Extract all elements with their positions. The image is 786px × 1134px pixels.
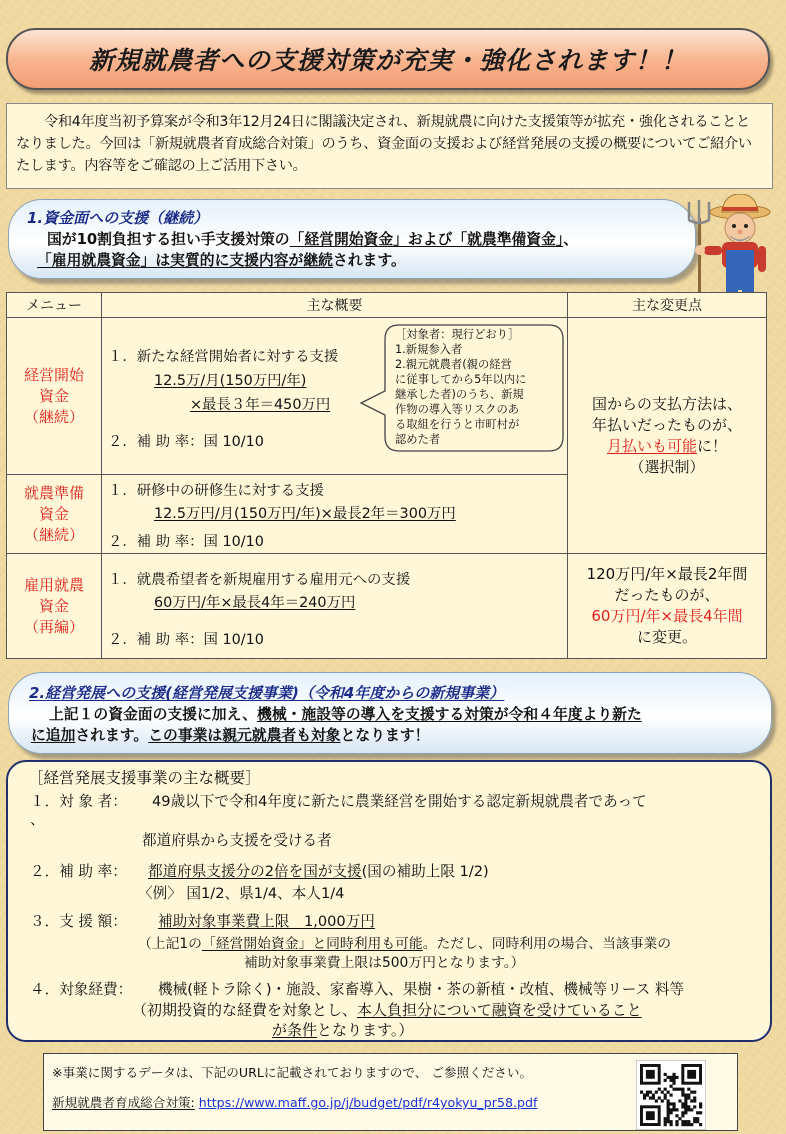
summary-cell-koyou — [102, 554, 568, 659]
section2-heading: 2.経営発展への支援(経営発展支援事業)（令和4年度からの新規事業） — [29, 684, 505, 702]
change-cell-keiei — [568, 318, 767, 554]
summary-amount: 12.5万/月(150万円/年) — [154, 373, 307, 389]
item2-emphasis: 都道府県支援分の2倍を国が支援 — [148, 863, 362, 880]
summary-amount: 12.5万円/月(150万円/年)×最長2年＝300万円 — [154, 506, 456, 522]
footer-link-label: 新規就農者育成総合対策: — [52, 1095, 195, 1110]
summary-subsidy: ２．補 助 率：国 10/10 — [108, 632, 264, 648]
summary-amount: 60万円/年×最長4年＝240万円 — [154, 595, 356, 611]
section1-line2 — [37, 250, 406, 271]
qr-code-icon[interactable] — [636, 1060, 706, 1130]
table-header-row — [7, 293, 767, 318]
menu-line: 資金 — [38, 596, 69, 615]
summary-item: １．研修中の研修生に対する支援 — [108, 483, 324, 499]
item4-note-text: となります。） — [317, 1021, 414, 1039]
title-banner — [6, 28, 770, 90]
item4-text: 機械(軽トラ除く)・施設、家畜導入、果樹・茶の新植・改植、機械等リース 料等 — [158, 981, 685, 998]
summary-item: １．就農希望者を新規雇用する雇用元への支援 — [108, 572, 411, 588]
intro-text: 令和4年度当初予算案が令和3年12月24日に閣議決定され、新規就農に向けた支援策等が拡充・強化されることとなりました。今回は「新規就農者育成総合対策」のうち、資金面の支援および経営発展の支援の概要についてご紹介いたします。内容等をご確認の上ご活用下さい。 — [16, 114, 752, 174]
section2-line2 — [31, 725, 429, 746]
header-menu: メニュー — [7, 293, 102, 318]
section2-emphasis: 機械・施設等の導入を支援する対策が令和４年度より新た — [257, 706, 642, 723]
business-box — [6, 760, 772, 1042]
footer-link-line — [52, 1092, 537, 1111]
item3-note-text: （上記1の — [138, 936, 202, 952]
item4-note1 — [132, 999, 642, 1020]
change-line: 年払いだったものが、 — [591, 415, 742, 434]
item4-note-emphasis: 本人負担分について融資を受けていること — [357, 1001, 642, 1019]
summary-subsidy: ２．補 助 率：国 10/10 — [108, 534, 264, 550]
section2-banner — [8, 672, 772, 754]
section1-tail: されます。 — [332, 252, 406, 269]
change-line: （選択制） — [629, 457, 705, 476]
menu-cell-junbi — [7, 475, 102, 554]
section1-comma: 、 — [563, 231, 579, 248]
summary-subsidy: ２．補 助 率：国 10/10 — [108, 434, 264, 450]
change-tail: に！ — [697, 436, 728, 455]
item4-label: ４．対象経費： — [30, 981, 133, 998]
section1-continue: 「雇用就農資金」は実質的に支援内容が継続 — [37, 252, 333, 269]
section1-heading: 1.資金面への支援（継続） — [27, 209, 209, 227]
target-bubble — [385, 323, 563, 453]
bubble-line: に従事してから5年以内に — [395, 373, 527, 386]
menu-line: 就農準備 — [23, 483, 84, 502]
menu-line: 経営開始 — [23, 365, 84, 384]
item3-note2: 補助対象事業費上限は500万円となります。） — [244, 955, 525, 971]
bubble-line: 継承した者)のうち、新規 — [395, 388, 524, 401]
header-summary: 主な概要 — [102, 293, 568, 318]
summary-item: １．新たな経営開始者に対する支援 — [108, 349, 339, 365]
section2-line1 — [49, 704, 642, 725]
bubble-line: 1.新規参入者 — [395, 343, 463, 356]
item4-note2 — [272, 1019, 413, 1040]
header-changes: 主な変更点 — [568, 293, 767, 318]
item3-label: ３．支 援 額： — [30, 913, 127, 930]
section2-emphasis: に追加 — [31, 727, 76, 744]
menu-line: （継続） — [23, 407, 84, 426]
item1-label: １．対 象 者： — [30, 793, 127, 810]
qr-code-graphic — [636, 1060, 706, 1130]
section1-banner — [8, 199, 696, 279]
change-cell-koyou — [568, 554, 767, 659]
item4-note-text: （初期投資的な経費を対象とし、 — [132, 1001, 358, 1019]
menu-line: 資金 — [38, 386, 69, 405]
section2-text: となります！ — [340, 727, 430, 744]
change-highlight: 月払いも可能 — [606, 436, 697, 455]
item1-text: 49歳以下で令和4年度に新たに農業経営を開始する認定新規就農者であって — [152, 793, 647, 810]
item3-note-text: 。ただし、同時利用の場合、当該事業の — [422, 936, 672, 952]
change-line: に変更。 — [636, 628, 697, 646]
intro-box — [6, 103, 773, 189]
change-line: 国からの支払方法は、 — [591, 394, 742, 413]
bubble-line: る取組を行うと市町村が — [395, 418, 520, 431]
bubble-line: ［対象者：現行どおり］ — [395, 328, 520, 341]
footer-note: ※事業に関するデータは、下記のURLに記載されておりますので、 ご参照ください。 — [52, 1065, 533, 1080]
farmer-illustration — [684, 194, 774, 300]
bubble-line: 2.親元就農者(親の経営 — [395, 358, 512, 371]
menu-line: （再編） — [23, 617, 84, 636]
item2-label: ２．補 助 率： — [30, 863, 127, 880]
change-line: だったものが、 — [614, 586, 720, 604]
bubble-text — [395, 327, 526, 447]
item4-note-emphasis: が条件 — [272, 1021, 318, 1039]
table-row — [7, 554, 767, 659]
menu-line: （継続） — [23, 525, 84, 544]
change-line: 120万円/年×最長2年間 — [586, 565, 748, 583]
item2-example: 〈例〉 国1/2、県1/4、本人1/4 — [138, 885, 345, 902]
item2-text — [148, 860, 489, 881]
item3-text: 補助対象事業費上限 1,000万円 — [158, 913, 375, 930]
change-line — [568, 436, 766, 457]
summary-amount: ×最長３年＝450万円 — [190, 397, 331, 413]
item1-comma: 、 — [30, 811, 45, 828]
footer-url-link[interactable]: https://www.maff.go.jp/j/budget/pdf/r4yokyu_pr58.pdf — [198, 1095, 538, 1110]
menu-cell-keiei — [7, 318, 102, 475]
section2-text: 上記１の資金面の支援に加え、 — [49, 706, 258, 723]
menu-line: 雇用就農 — [23, 575, 84, 594]
business-heading: ［経営発展支援事業の主な概要］ — [28, 769, 261, 787]
item2-limit: (国の補助上限 1/2) — [361, 863, 489, 880]
section1-text: 国が10割負担する担い手支援対策の — [47, 231, 290, 248]
menu-cell-koyou — [7, 554, 102, 659]
bubble-line: 認めた者 — [395, 433, 441, 446]
section1-funds: 「経営開始資金」および「就農準備資金」 — [289, 231, 564, 248]
menu-line: 資金 — [38, 504, 69, 523]
item3-note1 — [138, 932, 671, 952]
footer-box — [43, 1053, 738, 1131]
item3-note-emphasis: 「経営開始資金」と同時利用も可能 — [201, 936, 423, 952]
change-highlight: 60万円/年×最長4年間 — [591, 607, 743, 625]
item1-text2: 都道府県から支援を受ける者 — [142, 832, 332, 849]
section2-text: されます。 — [75, 727, 149, 744]
section2-emphasis: この事業は親元就農者も対象 — [148, 727, 341, 744]
page-title: 新規就農者への支援対策が充実・強化されます！！ — [88, 46, 687, 75]
bubble-line: 作物の導入等リスクのあ — [395, 403, 520, 416]
summary-cell-junbi — [102, 475, 568, 554]
section1-line1 — [47, 229, 578, 250]
